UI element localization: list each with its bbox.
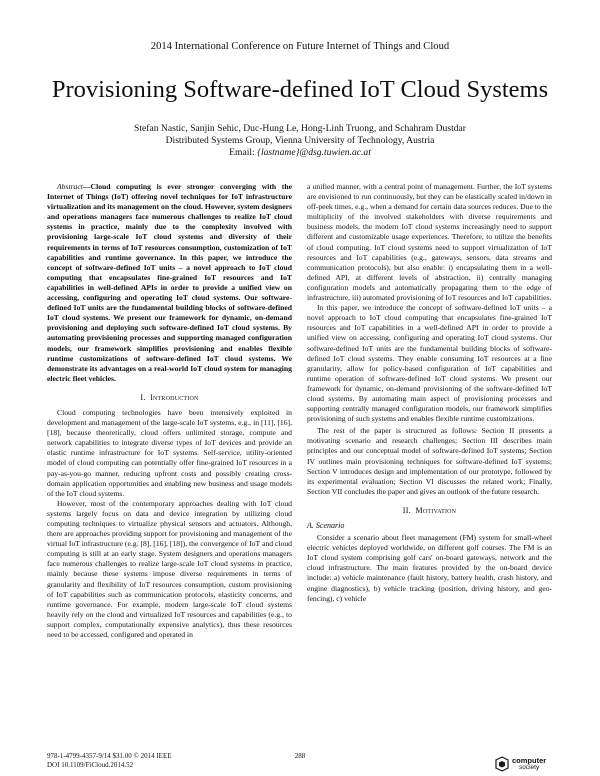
- logo-text-society: society: [519, 764, 540, 771]
- footer-left: [47, 752, 267, 770]
- right-paragraph-1: a unified manner, with a central point of management. Further, the IoT systems are envisioned to run continuously, but they can be elastically scaled in/down in off-peek times, e.g., when a demand for certain data sources reduces. Due to the multiplicity of the involved stakeholders with diverse requirements and business models, the modern IoT cloud systems increasingly need to support different and customizable usage experiences. Therefore, to utilize the benefits of cloud computing, IoT cloud systems need to support virtualization of IoT resources and IoT capabilities (e.g., gateways, sensors, data streams and communication protocols), but also enable: i) encapsulating them in a well-defined API, at different levels of abstraction, ii) centrally managing configuration models and automatically propagating them to the edge of infrastructure, iii) automated provisioning of IoT resources and IoT capabilities.: [307, 182, 552, 303]
- author-block: [0, 123, 600, 159]
- scenario-paragraph-1: Consider a scenario about fleet management (FM) system for small-wheel electric vehicles deployed worldwide, on different golf courses. The FM is an IoT cloud system comprising golf cars' on-board gateways, network and the cloud infrastructure. The main features provided by the on-board device include: a) vehicle maintenance (fault history, battery health, crash history, and engine diagnostics), b) vehicle tracking (position, driving history, and geo-fencing), c) vehicle: [307, 533, 552, 603]
- section-1-title: Introduction: [150, 392, 199, 402]
- affiliation: Distributed Systems Group, Vienna University of Technology, Austria: [165, 135, 435, 147]
- ieee-computer-society-logo: [495, 755, 555, 773]
- conference-header: 2014 International Conference on Future Internet of Things and Cloud: [150, 41, 450, 52]
- footer-isbn: 978-1-4799-4357-9/14 $31.00 © 2014 IEEE: [47, 752, 172, 760]
- right-paragraph-3: The rest of the paper is structured as follows: Section II presents a motivating scenario and research challenges; Section III describes main principles and our conceptual model of software-defined IoT systems; Section IV outlines main provisioning techniques for software-defined IoT systems; Section V introduces design and implementation of our prototype, followed by its experimental evaluation; Section VI discusses the related work; Finally, Section VII concludes the paper and gives an outlook of the future research.: [307, 426, 552, 496]
- email-address: {lastname}@dsg.tuwien.ac.at: [257, 147, 371, 159]
- section-2-heading: [307, 506, 552, 516]
- subsection-a-heading: A. Scenario: [307, 521, 345, 530]
- abstract-label: Abstract: [57, 182, 83, 191]
- author-list: Stefan Nastic, Sanjin Sehic, Duc-Hung Le, Hong-Linh Truong, and Schahram Dustdar: [134, 123, 466, 134]
- logo-text-computer: computer: [512, 756, 547, 765]
- email-line: [0, 147, 600, 159]
- section-1-heading: [47, 393, 292, 403]
- right-column: [307, 182, 552, 604]
- email-label: Email:: [229, 147, 258, 159]
- abstract: [47, 182, 292, 384]
- intro-paragraph-1: Cloud computing technologies have been intensively exploited in development and management of the large-scale IoT systems, e.g., in [11], [16], [18], because theoretically, cloud offers unlimited storage, compute and network capabilities to integrate diverse types of IoT devices and provide an elastic runtime infrastructure for IoT systems. Self-service, utility-oriented model of cloud computing can potentially offer fine-grained IoT resources in a pay-as-you-go manner, reducing upfront costs and possibly creating cross-domain application opportunities and enabling new business and usage models of the IoT cloud systems.: [47, 407, 292, 498]
- page-number: 288: [294, 752, 306, 760]
- computer-society-icon: [495, 756, 509, 772]
- section-1-number: I.: [140, 392, 146, 402]
- section-2-title: Motivation: [415, 505, 457, 515]
- intro-paragraph-2: However, most of the contemporary approaches dealing with IoT cloud systems largely focus on data and device integration by utilizing cloud computing techniques to virtualize physical sensors and actuators. Although, there are approaches providing support for provisioning and management of the virtual IoT infrastructure (e.g. [8], [16], [18]), the convergence of IoT and cloud computing is still at an early stage. System designers and operations managers face numerous challenges to realize large-scale IoT cloud systems in practice, mainly because these systems impose diverse requirements in terms of granularity and flexibility of IoT resources consumption, custom provisioning of IoT capabilities such as communication protocols, elasticity concerns, and runtime governance. For example, modern large-scale IoT cloud systems heavily rely on the cloud and virtualized IoT resources and capabilities (e.g., to support complex, computationally expensive analytics), thus these resources need to be accessed, configured and operated in: [47, 498, 292, 640]
- footer-doi: DOI 10.1109/FiCloud.2014.52: [47, 761, 134, 769]
- paper-title: Provisioning Software-defined IoT Cloud Systems: [51, 76, 549, 103]
- left-column: [47, 182, 292, 640]
- abstract-text: —Cloud computing is ever stronger converging with the Internet of Things (IoT) offering novel techniques for IoT infrastructure virtualization and its management on the cloud. However, system designers and operations managers face numerous challenges to realize IoT cloud systems in practice, mainly due to the complexity involved with provisioning large-scale IoT cloud systems and diversity of their requirements in terms of IoT resources consumption, customization of IoT capabilities and runtime governance. In this paper, we introduce the concept of software-defined IoT units – a novel approach to IoT cloud computing that encapsulates fine-grained IoT resources and IoT capabilities in well-defined APIs in order to provide a unified view on accessing, configuring and operating IoT cloud systems. Our software-defined IoT units are the fundamental building blocks of software-defined IoT cloud systems. We present our framework for dynamic, on-demand provisioning and deploying such software-defined IoT cloud systems. By automating provisioning processes and supporting managed configuration models, our framework simplifies provisioning and enables flexible runtime customizations of software-defined IoT cloud systems. We demonstrate its advantages on a real-world IoT cloud system for managing electric fleet vehicles.: [47, 182, 292, 383]
- right-paragraph-2: In this paper, we introduce the concept of software-defined IoT units – a novel approach to IoT cloud computing that encapsulates fine-grained IoT resources and IoT capabilities in a well-defined API in order to provide a unified view on accessing, configuring and operating IoT cloud systems. Our software-defined IoT units are the fundamental building blocks of software-defined IoT cloud systems. They enable consuming IoT resources at a fine granularity, allow for policy-based configuration of IoT capabilities and runtime operation of software-defined IoT cloud systems. We present our framework for dynamic, on-demand provisioning of the software-defined IoT cloud systems. By automating main aspect of provisioning processes and supporting centrally managed configuration models, our framework simplifies provisioning of such systems and enables flexible runtime customizations.: [307, 303, 552, 424]
- section-2-number: II.: [402, 505, 411, 515]
